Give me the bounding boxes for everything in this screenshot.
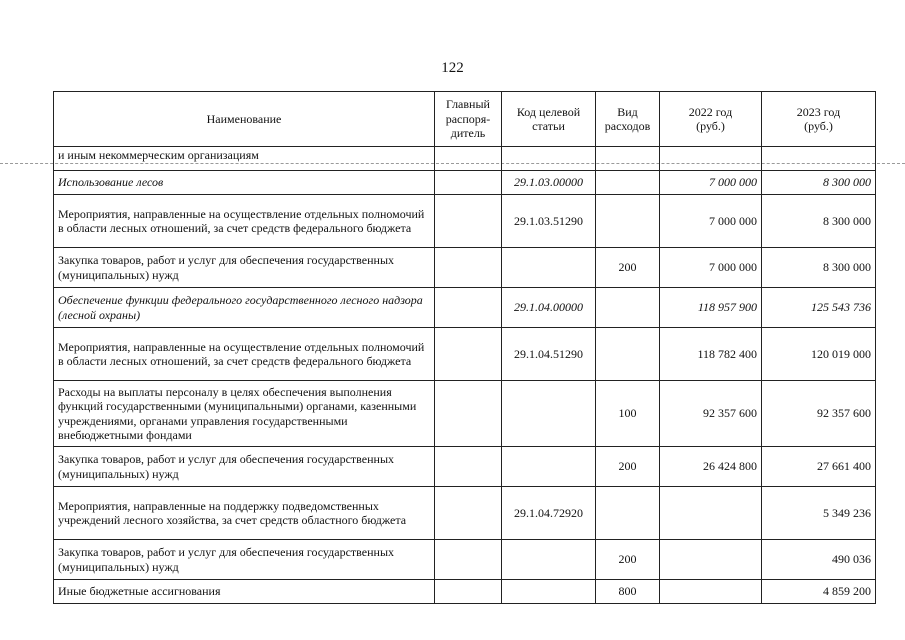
cell-name: Мероприятия, направленные на осуществление отдельных полномочий в области лесных отношений, за счет средств федерального бюджета	[54, 195, 435, 248]
cell-admin	[435, 328, 502, 381]
cell-2023: 27 661 400	[762, 447, 876, 487]
cell-code: 29.1.03.00000	[502, 171, 596, 195]
cell-code: 29.1.04.72920	[502, 487, 596, 540]
cell-2022	[660, 487, 762, 540]
header-type: Вид расходов	[596, 92, 660, 147]
table-row	[54, 248, 876, 288]
cell-2022	[660, 580, 762, 604]
cell-name: Использование лесов	[54, 171, 435, 195]
cell-2022: 7 000 000	[660, 171, 762, 195]
cell-admin	[435, 288, 502, 328]
cell-type: 200	[596, 447, 660, 487]
cell-type	[596, 328, 660, 381]
cell-2023: 4 859 200	[762, 580, 876, 604]
cell-2022: 7 000 000	[660, 248, 762, 288]
cell-2023: 8 300 000	[762, 171, 876, 195]
cell-name: Обеспечение функции федерального государственного лесного надзора (лесной охраны)	[54, 288, 435, 328]
cell-type	[596, 288, 660, 328]
table-header-row	[54, 92, 876, 147]
cell-code	[502, 248, 596, 288]
table-row	[54, 487, 876, 540]
cell-admin	[435, 540, 502, 580]
cell-code: 29.1.04.00000	[502, 288, 596, 328]
cell-name: Мероприятия, направленные на поддержку подведомственных учреждений лесного хозяйства, за счет средств областного бюджета	[54, 487, 435, 540]
cell-2023: 92 357 600	[762, 381, 876, 447]
table-row	[54, 580, 876, 604]
cell-code: 29.1.04.51290	[502, 328, 596, 381]
cell-admin	[435, 195, 502, 248]
cell-admin	[435, 381, 502, 447]
cell-type	[596, 171, 660, 195]
cell-2023: 5 349 236	[762, 487, 876, 540]
cell-type	[596, 487, 660, 540]
cell-type	[596, 195, 660, 248]
cell-name: Расходы на выплаты персоналу в целях обеспечения выполнения функций государственными (муниципальными) органами, казенными учреждениями, органами управления государственными внебюджетными фондами	[54, 381, 435, 447]
table-row	[54, 147, 876, 171]
cell-2023: 8 300 000	[762, 195, 876, 248]
table-row	[54, 288, 876, 328]
cell-2023: 490 036	[762, 540, 876, 580]
table-row	[54, 540, 876, 580]
cell-2023: 120 019 000	[762, 328, 876, 381]
cell-2023: 8 300 000	[762, 248, 876, 288]
cell-type: 800	[596, 580, 660, 604]
cell-2022	[660, 147, 762, 171]
header-admin: Главный распоря- дитель	[435, 92, 502, 147]
budget-table	[53, 91, 876, 604]
cell-admin	[435, 248, 502, 288]
cell-name: Закупка товаров, работ и услуг для обеспечения государственных (муниципальных) нужд	[54, 248, 435, 288]
table-row	[54, 381, 876, 447]
cell-admin	[435, 147, 502, 171]
cell-type: 200	[596, 248, 660, 288]
header-2022: 2022 год (руб.)	[660, 92, 762, 147]
cell-admin	[435, 447, 502, 487]
cell-2022: 26 424 800	[660, 447, 762, 487]
table-row	[54, 447, 876, 487]
cell-2022	[660, 540, 762, 580]
table-body	[54, 147, 876, 604]
cell-name: и иным некоммерческим организациям	[54, 147, 435, 171]
page-number: 122	[441, 60, 464, 76]
cell-type	[596, 147, 660, 171]
cell-code	[502, 381, 596, 447]
cell-name: Закупка товаров, работ и услуг для обеспечения государственных (муниципальных) нужд	[54, 540, 435, 580]
cell-admin	[435, 580, 502, 604]
cell-2023	[762, 147, 876, 171]
cell-name: Иные бюджетные ассигнования	[54, 580, 435, 604]
header-name: Наименование	[54, 92, 435, 147]
cell-type: 200	[596, 540, 660, 580]
cell-name: Закупка товаров, работ и услуг для обеспечения государственных (муниципальных) нужд	[54, 447, 435, 487]
header-2023: 2023 год (руб.)	[762, 92, 876, 147]
cell-admin	[435, 487, 502, 540]
table-row	[54, 328, 876, 381]
cell-type: 100	[596, 381, 660, 447]
cell-code: 29.1.03.51290	[502, 195, 596, 248]
cell-2022: 92 357 600	[660, 381, 762, 447]
cell-code	[502, 447, 596, 487]
table-row	[54, 195, 876, 248]
cell-2022: 7 000 000	[660, 195, 762, 248]
cell-name: Мероприятия, направленные на осуществление отдельных полномочий в области лесных отношений, за счет средств федерального бюджета	[54, 328, 435, 381]
cell-code	[502, 540, 596, 580]
table-row	[54, 171, 876, 195]
cell-admin	[435, 171, 502, 195]
cell-code	[502, 580, 596, 604]
cell-2022: 118 782 400	[660, 328, 762, 381]
cell-2022: 118 957 900	[660, 288, 762, 328]
cell-code	[502, 147, 596, 171]
header-code: Код целевой статьи	[502, 92, 596, 147]
cell-2023: 125 543 736	[762, 288, 876, 328]
